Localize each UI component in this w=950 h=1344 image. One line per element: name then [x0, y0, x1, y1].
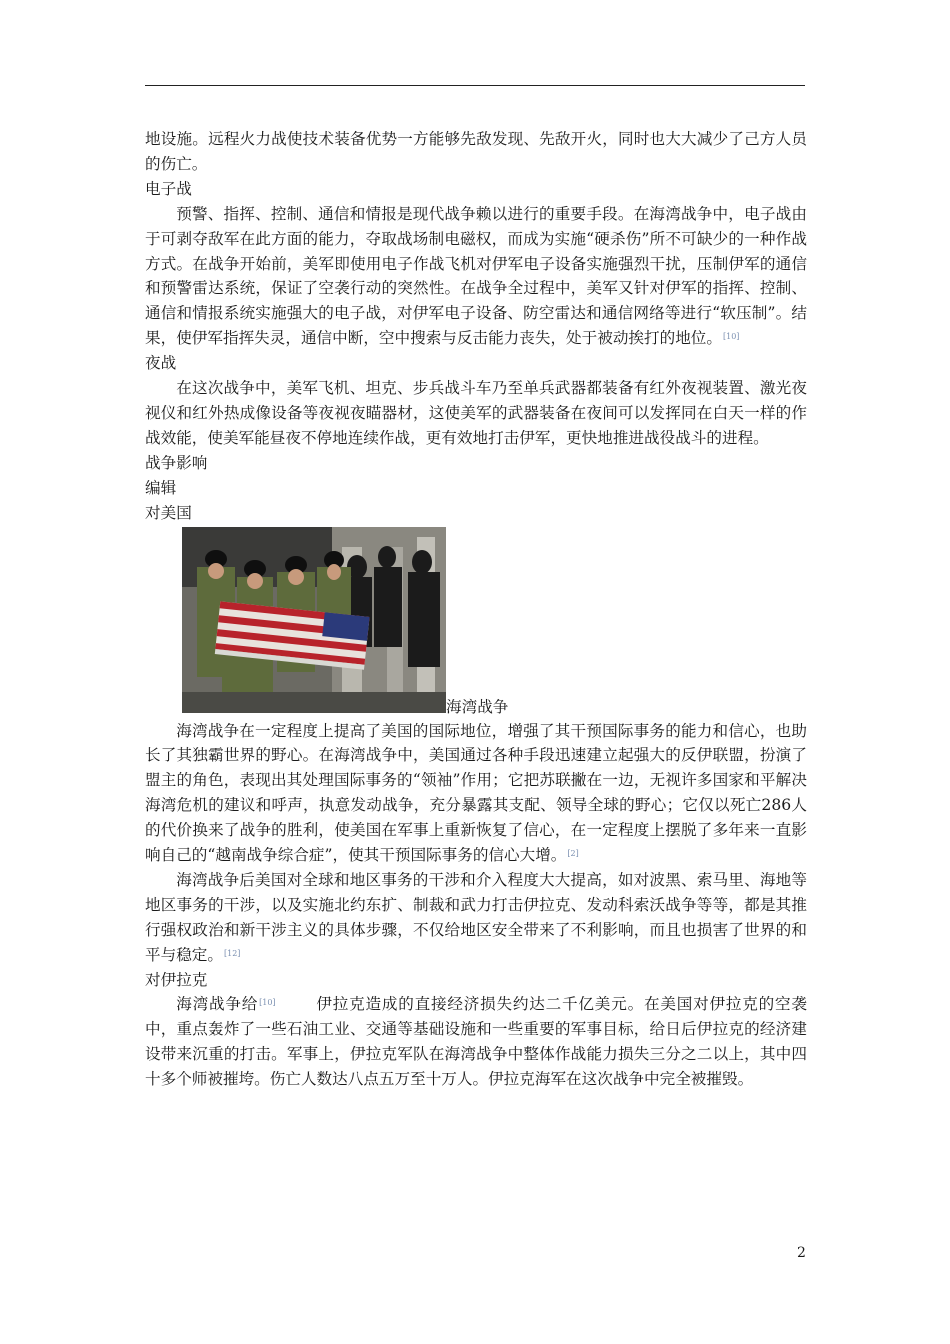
- paragraph-electronic-warfare: [145, 202, 807, 351]
- photo-caption: 海湾战争: [446, 697, 509, 716]
- paragraph-impact-usa-2-text: 海湾战争后美国对全球和地区事务的干涉和介入程度大大提高，如对波黑、索马里、海地等地区事务的干涉，以及实施北约东扩、制裁和武力打击伊拉克、发动科索沃战争等等，都是其推行强权政治和新干涉主义的具体步骤，不仅给地区安全带来了不利影响，而且也损害了世界的和平与稳定。: [145, 870, 807, 964]
- paragraph-impact-iraq-text: 伊拉克造成的直接经济损失约达二千亿美元。在美国对伊拉克的空袭中，重点轰炸了一些石油工业、交通等基础设施和一些重要的军事目标，给日后伊拉克的经济建设带来沉重的打击。军事上，伊拉克军队在海湾战争中整体作战能力损失三分之二以上，其中四十多个师被摧垮。伤亡人数达八点五万至十万人。伊拉克海军在这次战争中完全被摧毁。: [145, 995, 807, 1089]
- page-number: 2: [797, 1245, 806, 1261]
- gulf-war-photo: [182, 527, 446, 713]
- paragraph-long-range-fire: 地设施。远程火力战使技术装备优势一方能够先敌发现、先敌开火，同时也大大减少了己方人员的伤亡。: [145, 130, 807, 173]
- header-rule: [145, 85, 805, 86]
- paragraph-impact-iraq: [145, 992, 807, 1092]
- heading-night-warfare: 夜战: [145, 354, 177, 373]
- edit-link[interactable]: 编辑: [145, 478, 177, 497]
- citation-link[interactable]: [12]: [223, 948, 241, 958]
- document-body: [145, 127, 807, 1092]
- paragraph-impact-iraq-lead: 海湾战争给: [176, 995, 259, 1014]
- paragraph-electronic-text: 预警、指挥、控制、通信和情报是现代战争赖以进行的重要手段。在海湾战争中，电子战由于可剥夺敌军在此方面的能力，夺取战场制电磁权，而成为实施“硬杀伤”所不可缺少的一种作战方式。在战争开始前，美军即使用电子作战飞机对伊军电子设备实施强烈干扰，压制伊军的通信和预警雷达系统，保证了空袭行动的突然性。在战争全过程中，美军又针对伊军的指挥、控制、通信和情报系统实施强大的电子战，对伊军电子设备、防空雷达和通信网络等进行“软压制”。结果，使伊军指挥失灵，通信中断，空中搜索与反击能力丧失，处于被动挨打的地位。: [145, 204, 807, 348]
- citation-link[interactable]: [10]: [722, 332, 740, 342]
- paragraph-impact-usa-2: [145, 868, 807, 968]
- paragraph-impact-usa-1: [145, 719, 807, 868]
- figure: [145, 527, 807, 719]
- citation-link[interactable]: [10]: [259, 998, 276, 1008]
- heading-electronic-warfare: 电子战: [145, 179, 192, 198]
- heading-impact-on-iraq: 对伊拉克: [145, 970, 208, 989]
- paragraph-night-warfare: 在这次战争中，美军飞机、坦克、步兵战斗车乃至单兵武器都装备有红外夜视装置、激光夜视仪和红外热成像设备等夜视夜瞄器材，这使美军的武器装备在夜间可以发挥同在白天一样的作战效能，使美军能昼夜不停地连续作战，更有效地打击伊军，更快地推进战役战斗的进程。: [145, 379, 807, 447]
- citation-link[interactable]: [2]: [567, 849, 579, 859]
- paragraph-impact-usa-1-text: 海湾战争在一定程度上提高了美国的国际地位，增强了其干预国际事务的能力和信心，也助长了其独霸世界的野心。在海湾战争中，美国通过各种手段迅速建立起强大的反伊联盟，扮演了盟主的角色，表现出其处理国际事务的“领袖”作用；它把苏联撇在一边，无视许多国家和平解决海湾危机的建议和呼声，执意发动战争，充分暴露其支配、领导全球的野心；它仅以死亡286人的代价换来了战争的胜利，使美国在军事上重新恢复了信心，在一定程度上摆脱了多年来一直影响自己的“越南战争综合症”，使其干预国际事务的信心大增。: [145, 721, 807, 865]
- heading-impact-on-usa: 对美国: [145, 503, 192, 522]
- heading-war-impact: 战争影响: [145, 453, 208, 472]
